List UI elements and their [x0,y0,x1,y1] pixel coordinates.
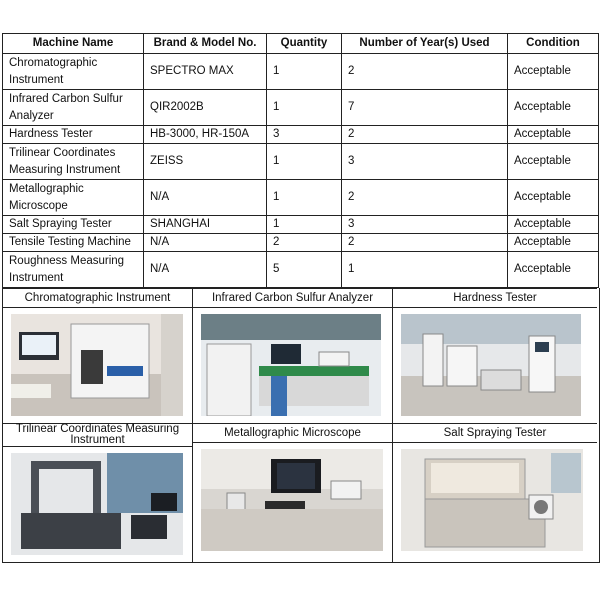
machine-name-line: Analyzer [9,109,54,122]
cell-brand-model: SHANGHAI [144,216,267,234]
cell-condition: Acceptable [508,180,599,216]
cell-condition: Acceptable [508,234,599,252]
photo-caption: Salt Spraying Tester [393,424,597,443]
header-quantity: Quantity [267,34,342,54]
photo-cell [3,423,193,562]
cell-brand-model: ZEISS [144,144,267,180]
photo-cell [3,288,193,423]
cell-quantity: 5 [267,252,342,288]
table-row [3,144,599,180]
coordinate-measuring-photo-image [11,453,183,555]
microscope-photo [193,443,392,558]
cell-condition: Acceptable [508,144,599,180]
cell-quantity: 3 [267,126,342,144]
cell-machine-name [3,90,144,126]
cell-machine-name [3,234,144,252]
cell-quantity: 1 [267,180,342,216]
chromatograph-photo [3,308,192,423]
photo-caption: Trilinear Coordinates Measuring Instrument [3,424,192,447]
carbon-sulfur-analyzer-photo [193,308,392,423]
cell-machine-name [3,54,144,90]
machine-name-line: Salt Spraying Tester [9,218,112,230]
cell-machine-name [3,144,144,180]
cell-machine-name [3,126,144,144]
cell-condition: Acceptable [508,216,599,234]
cell-years-used: 3 [342,216,508,234]
cell-brand-model: N/A [144,180,267,216]
table-body [3,54,599,288]
cell-machine-name [3,252,144,288]
cell-condition: Acceptable [508,252,599,288]
coordinate-measuring-photo [3,447,192,562]
table-row [3,216,599,234]
photo-caption: Hardness Tester [393,289,597,308]
header-years-used: Number of Year(s) Used [342,34,508,54]
photo-grid [2,288,600,563]
cell-machine-name [3,216,144,234]
cell-machine-name [3,180,144,216]
photo-cell [193,423,393,562]
machine-name-line: Infrared Carbon Sulfur [9,92,123,105]
cell-quantity: 1 [267,90,342,126]
chromatograph-photo-image [11,314,183,416]
cell-condition: Acceptable [508,126,599,144]
cell-years-used: 2 [342,126,508,144]
microscope-photo-image [201,449,383,551]
machine-name-line: Roughness Measuring [9,254,125,267]
table-row [3,252,599,288]
cell-brand-model: N/A [144,252,267,288]
machine-name-line: Trilinear Coordinates [9,146,116,159]
cell-quantity: 1 [267,54,342,90]
cell-years-used: 2 [342,180,508,216]
machine-name-line: Microscope [9,199,68,212]
cell-brand-model: HB-3000, HR-150A [144,126,267,144]
machine-name-line: Hardness Tester [9,128,93,140]
header-machine-name: Machine Name [3,34,144,54]
machine-name-line: Instrument [9,73,64,86]
hardness-tester-photo [393,308,597,423]
photo-cell [193,288,393,423]
cell-years-used: 1 [342,252,508,288]
photo-cell [393,288,597,423]
table-row [3,180,599,216]
cell-quantity: 2 [267,234,342,252]
cell-condition: Acceptable [508,90,599,126]
equipment-document [2,33,598,563]
cell-quantity: 1 [267,144,342,180]
machine-name-line: Measuring Instrument [9,163,121,176]
machine-name-line: Tensile Testing Machine [9,236,131,248]
cell-brand-model: SPECTRO MAX [144,54,267,90]
header-condition: Condition [508,34,599,54]
cell-years-used: 3 [342,144,508,180]
cell-brand-model: N/A [144,234,267,252]
photo-caption: Infrared Carbon Sulfur Analyzer [193,289,392,308]
photo-caption: Chromatographic Instrument [3,289,192,308]
table-row [3,54,599,90]
cell-years-used: 2 [342,54,508,90]
machine-name-line: Instrument [9,271,64,284]
machine-name-line: Metallographic [9,182,84,195]
hardness-tester-photo-image [401,314,583,416]
equipment-table [2,33,599,288]
cell-quantity: 1 [267,216,342,234]
table-row [3,126,599,144]
salt-spray-tester-photo-image [401,449,583,551]
cell-brand-model: QIR2002B [144,90,267,126]
photo-caption: Metallographic Microscope [193,424,392,443]
table-header-row [3,34,599,54]
cell-years-used: 7 [342,90,508,126]
table-row [3,234,599,252]
carbon-sulfur-analyzer-photo-image [201,314,383,416]
machine-name-line: Chromatographic [9,56,98,69]
photo-cell [393,423,597,562]
cell-years-used: 2 [342,234,508,252]
cell-condition: Acceptable [508,54,599,90]
table-row [3,90,599,126]
header-brand-model: Brand & Model No. [144,34,267,54]
salt-spray-tester-photo [393,443,597,558]
